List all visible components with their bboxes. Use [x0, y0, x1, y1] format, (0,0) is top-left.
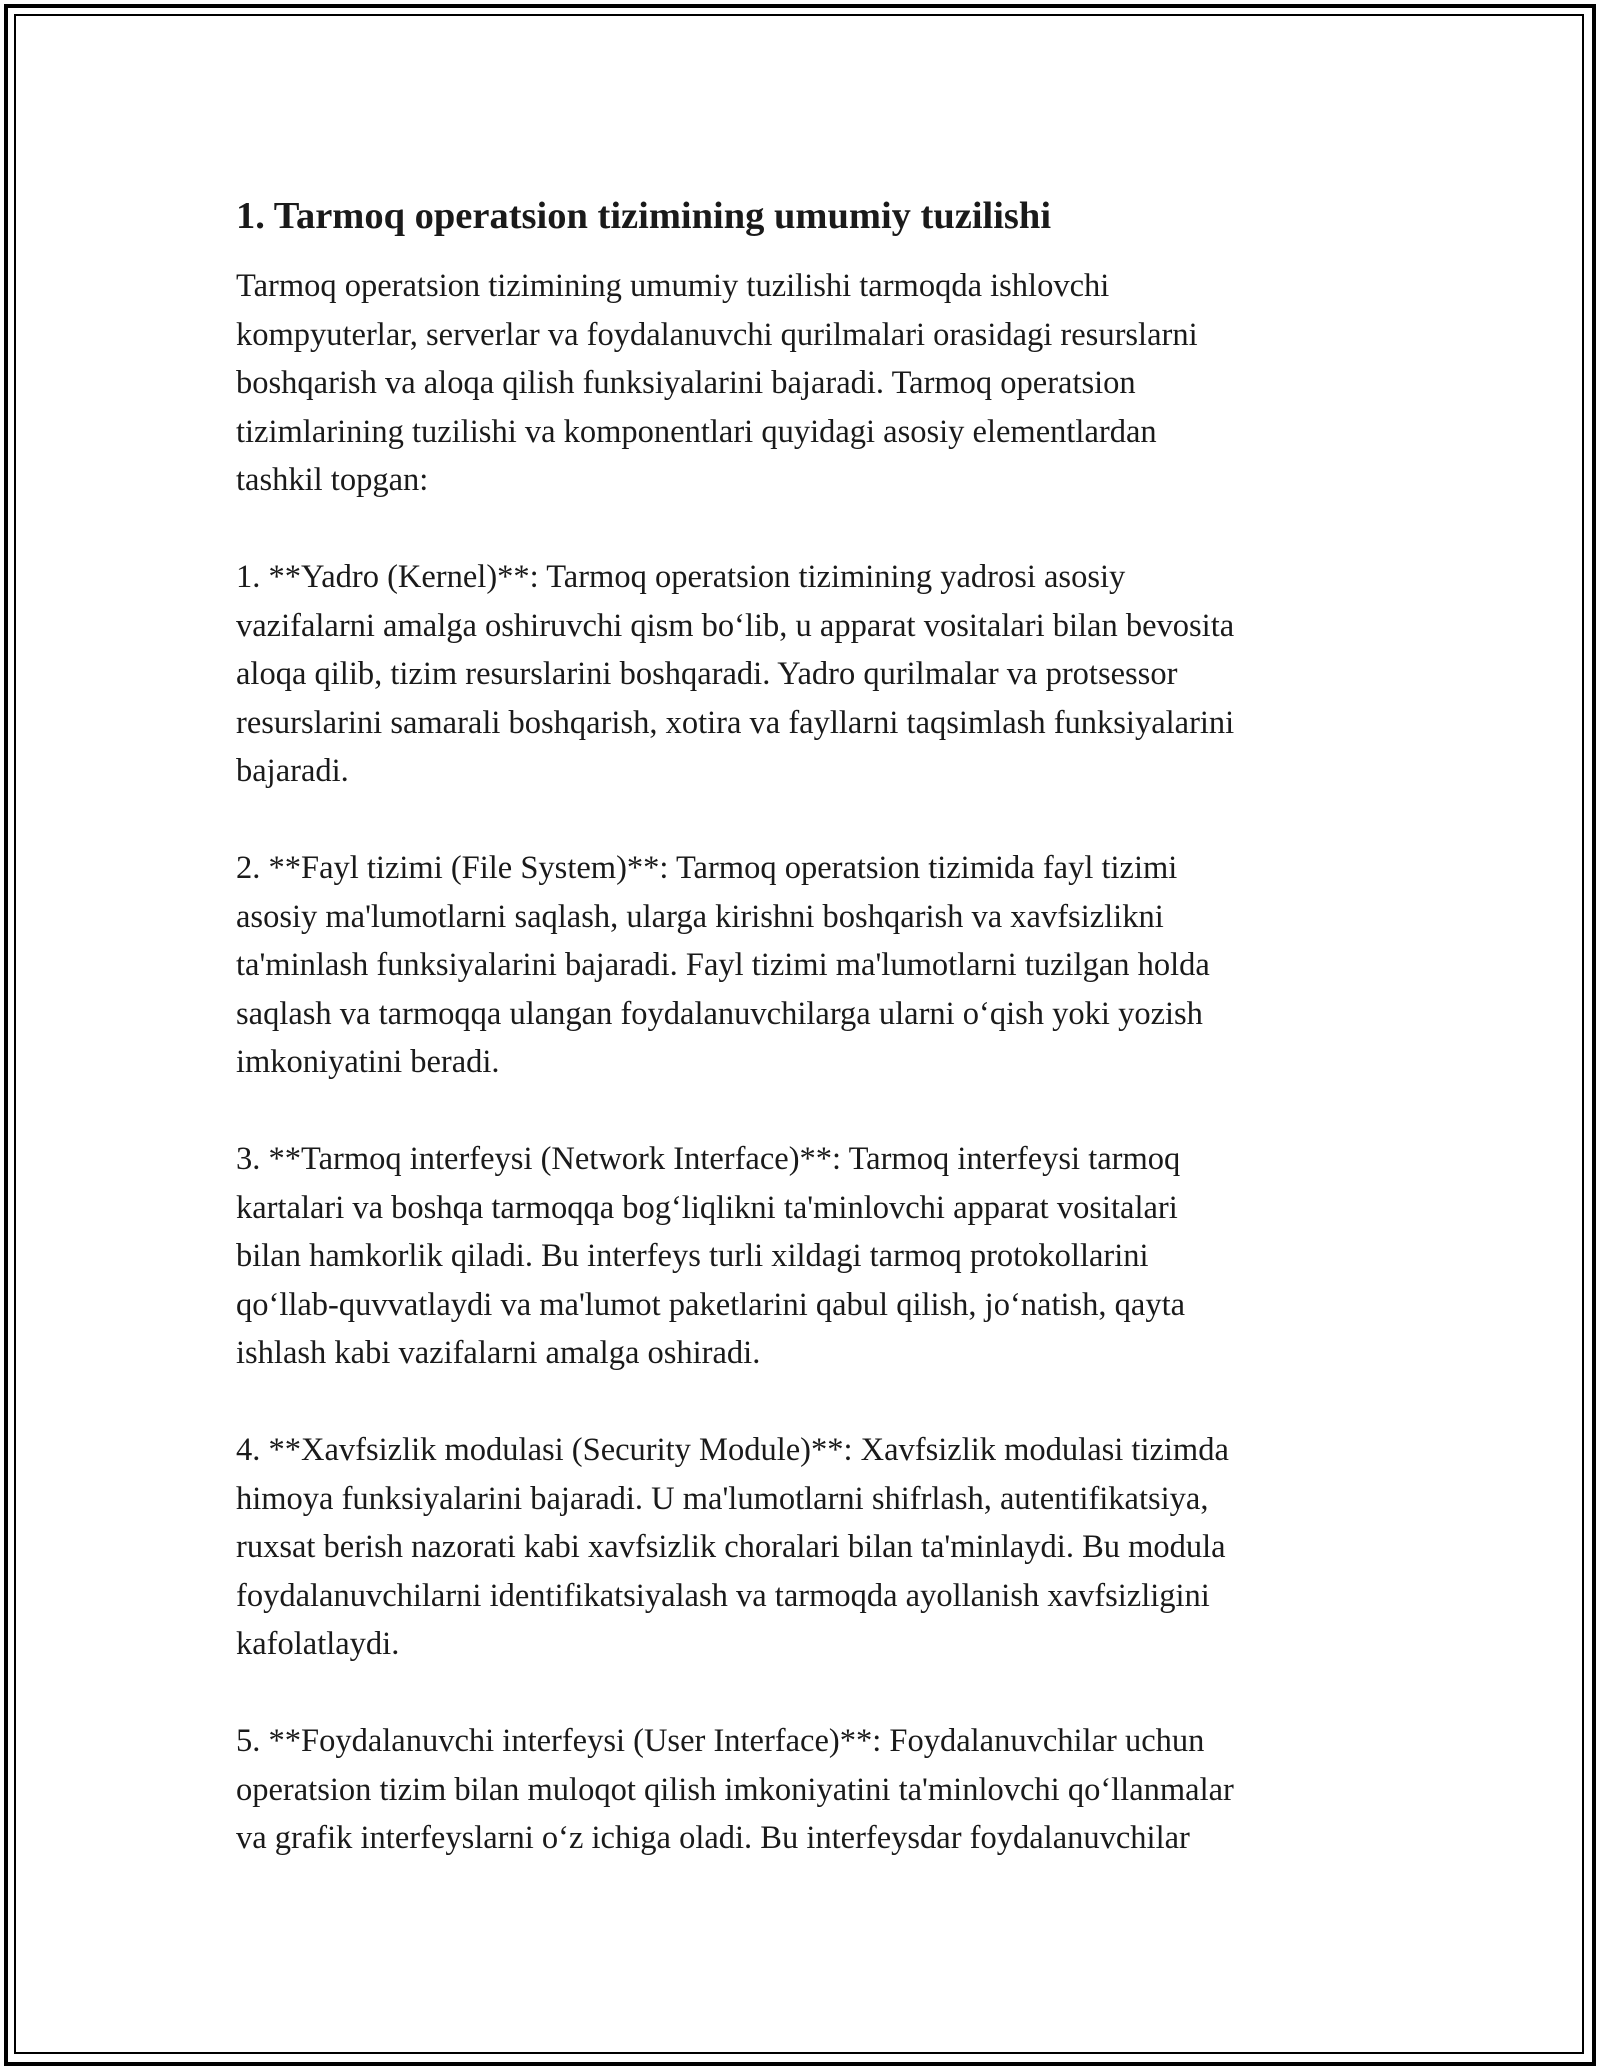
text-line: kartalari va boshqa tarmoqqa bogʻliqlikni ta'minlovchi apparat vositalari — [236, 1189, 1178, 1226]
text-line: tashkil topgan: — [236, 462, 429, 498]
text-line: himoya funksiyalarini bajaradi. U ma'lumotlarni shifrlash, autentifikatsiya, — [236, 1480, 1209, 1517]
text-line: va grafik interfeyslarni oʻz ichiga oladi. Bu interfeysdar foydalanuvchilar — [236, 1820, 1190, 1856]
text-line: aloqa qilib, tizim resurslarini boshqaradi. Yadro qurilmalar va protsessor — [236, 656, 1178, 692]
text-line: operatsion tizim bilan muloqot qilish imkoniyatini ta'minlovchi qoʻllanmalar — [236, 1771, 1234, 1808]
text-line: 2. **Fayl tizimi (File System)**: Tarmoq operatsion tizimida fayl tizimi — [236, 850, 1178, 886]
text-line: asosiy ma'lumotlarni saqlash, ularga kirishni boshqarish va xavfsizlikni — [236, 898, 1164, 935]
paragraph-intro — [236, 262, 1381, 505]
text-line: vazifalarni amalga oshiruvchi qism boʻlib, u apparat vositalari bilan bevosita — [236, 607, 1235, 644]
paragraph-user-interface — [236, 1717, 1381, 1863]
text-line: qoʻllab-quvvatlaydi va ma'lumot paketlarini qabul qilish, joʻnatish, qayta — [236, 1286, 1186, 1323]
paragraph-file-system — [236, 844, 1381, 1087]
text-line: tizimlarining tuzilishi va komponentlari quyidagi asosiy elementlardan — [236, 413, 1157, 450]
text-line: ta'minlash funksiyalarini bajaradi. Fayl tizimi ma'lumotlarni tuzilgan holda — [236, 947, 1210, 983]
text-line: Tarmoq operatsion tizimining umumiy tuzilishi tarmoqda ishlovchi — [236, 268, 1110, 304]
text-line: 1. **Yadro (Kernel)**: Tarmoq operatsion tizimining yadrosi asosiy — [236, 559, 1126, 595]
text-line: ruxsat berish nazorati kabi xavfsizlik choralari bilan ta'minlaydi. Bu modula — [236, 1529, 1226, 1565]
paragraph-security-module — [236, 1426, 1381, 1669]
document-body — [236, 190, 1381, 1911]
text-line: imkoniyatini beradi. — [236, 1044, 500, 1080]
text-line: 3. **Tarmoq interfeysi (Network Interface)**: Tarmoq interfeysi tarmoq — [236, 1141, 1181, 1177]
text-line: resurslarini samarali boshqarish, xotira va fayllarni taqsimlash funksiyalarini — [236, 704, 1235, 741]
text-line: bilan hamkorlik qiladi. Bu interfeys turli xildagi tarmoq protokollarini — [236, 1238, 1149, 1274]
text-line: ishlash kabi vazifalarni amalga oshiradi. — [236, 1335, 761, 1371]
paragraph-network-interface — [236, 1135, 1381, 1378]
text-line: kompyuterlar, serverlar va foydalanuvchi qurilmalari orasidagi resurslarni — [236, 316, 1198, 353]
text-line: 5. **Foydalanuvchi interfeysi (User Interface)**: Foydalanuvchilar uchun — [236, 1723, 1205, 1759]
section-heading: 1. Tarmoq operatsion tizimining umumiy tuzilishi — [236, 195, 1052, 237]
text-line: 4. **Xavfsizlik modulasi (Security Module)**: Xavfsizlik modulasi tizimda — [236, 1432, 1229, 1468]
text-line: boshqarish va aloqa qilish funksiyalarini bajaradi. Tarmoq operatsion — [236, 365, 1136, 401]
text-line: saqlash va tarmoqqa ulangan foydalanuvchilarga ularni oʻqish yoki yozish — [236, 995, 1203, 1032]
text-line: foydalanuvchilarni identifikatsiyalash va tarmoqda ayollanish xavfsizligini — [236, 1577, 1210, 1614]
text-line: kafolatlaydi. — [236, 1626, 400, 1662]
paragraph-kernel — [236, 553, 1381, 796]
text-line: bajaradi. — [236, 753, 349, 789]
